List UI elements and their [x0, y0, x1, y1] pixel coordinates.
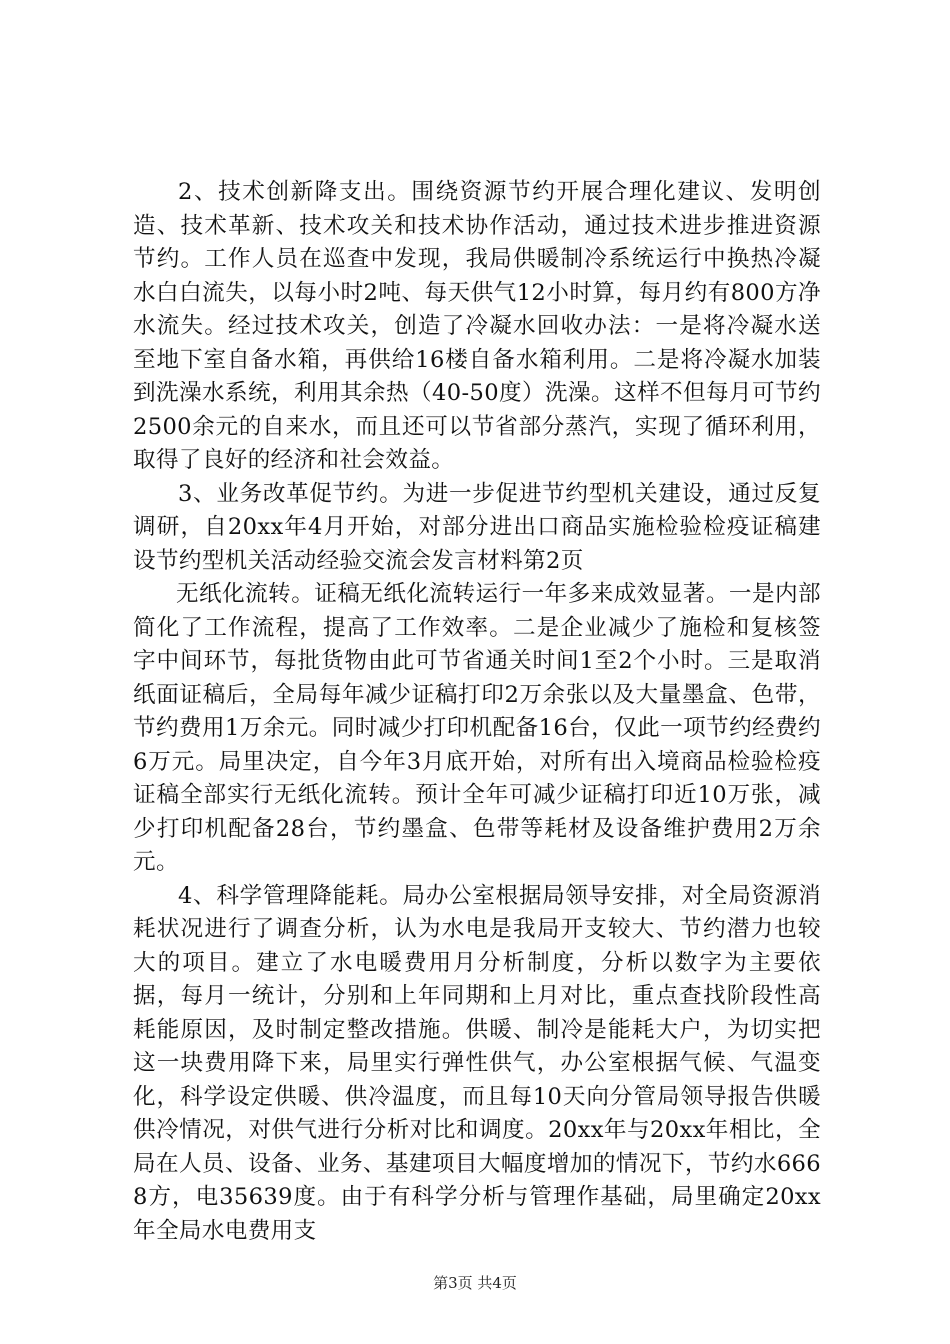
page-footer: 第3页 共4页: [433, 1274, 517, 1292]
document-body: [133, 176, 821, 1248]
paragraph-business-reform: 3、业务改革促节约。为进一步促进节约型机关建设，通过反复调研，自20xx年4月开始，对部分进出口商品实施检验检疫证稿建设节约型机关活动经验交流会发言材料第2页: [133, 480, 821, 574]
paragraph-paperless-circulation: 无纸化流转。证稿无纸化流转运行一年多来成效显著。一是内部简化了工作流程，提高了工作效率。二是企业减少了施检和复核签字中间环节，每批货物由此可节省通关时间1至2个小时。三是取消纸面证稿后，全局每年减少证稿打印2万余张以及大量墨盒、色带，节约费用1万余元。同时减少打印机配备16台，仅此一项节约经费约6万元。局里决定，自今年3月底开始，对所有出入境商品检验检疫证稿全部实行无纸化流转。预计全年可减少证稿打印近10万张，减少打印机配备28台，节约墨盒、色带等耗材及设备维护费用2万余元。: [133, 581, 821, 875]
paragraph-scientific-management: 4、科学管理降能耗。局办公室根据局领导安排，对全局资源消耗状况进行了调查分析，认为水电是我局开支较大、节约潜力也较大的项目。建立了水电暖费用月分析制度，分析以数字为主要依据，每月一统计，分别和上年同期和上月对比，重点查找阶段性高耗能原因，及时制定整改措施。供暖、制冷是能耗大户，为切实把这一块费用降下来，局里实行弹性供气，办公室根据气候、气温变化，科学设定供暖、供冷温度，而且每10天向分管局领导报告供暖供冷情况，对供气进行分析对比和调度。20xx年与20xx年相比，全局在人员、设备、业务、基建项目大幅度增加的情况下，节约水6668方，电35639度。由于有科学分析与管理作基础，局里确定20xx年全局水电费用支: [133, 882, 821, 1244]
paragraph-technical-innovation: 2、技术创新降支出。围绕资源节约开展合理化建议、发明创造、技术革新、技术攻关和技术协作活动，通过技术进步推进资源节约。工作人员在巡查中发现，我局供暖制冷系统运行中换热冷凝水白白流失，以每小时2吨、每天供气12小时算，每月约有800方净水流失。经过技术攻关，创造了冷凝水回收办法：一是将冷凝水送至地下室自备水箱，再供给16楼自备水箱利用。二是将冷凝水加装到洗澡水系统，利用其余热（40-50度）洗澡。这样不但每月可节约2500余元的自来水，而且还可以节省部分蒸汽，实现了循环利用，取得了良好的经济和社会效益。: [133, 179, 821, 473]
